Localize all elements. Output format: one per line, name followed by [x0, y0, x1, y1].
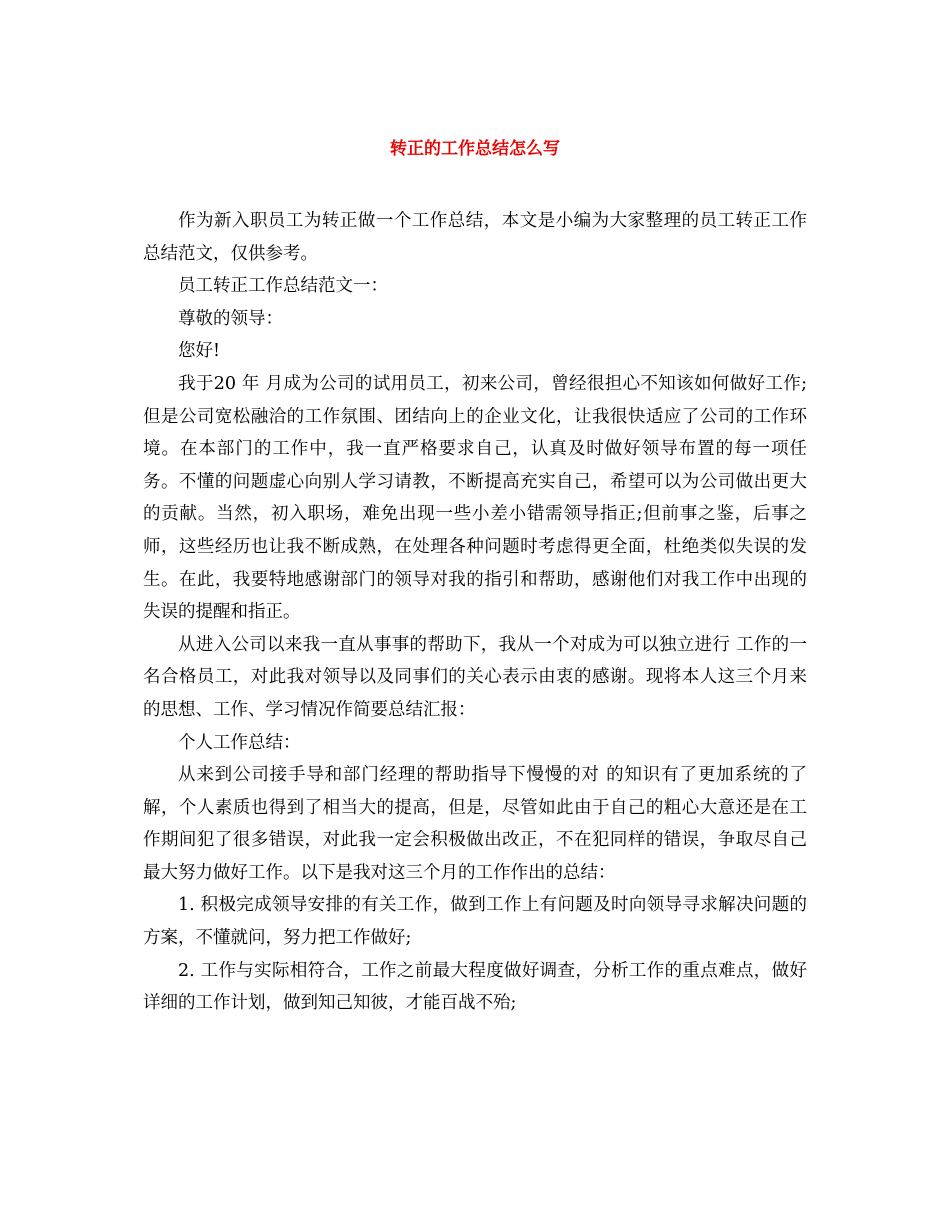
intro-paragraph: 作为新入职员工为转正做一个工作总结，本文是小编为大家整理的员工转正工作总结范文，仅供参考。 — [143, 211, 807, 264]
body-paragraph: 从来到公司接手导和部门经理的帮助指导下慢慢的对 的知识有了更加系统的了解，个人素质也得到了相当大的提高，但是，尽管如此由于自己的粗心大意还是在工作期间犯了很多错误，对此我一定会积极做出改正，不在犯同样的错误，争取尽自己最大努力做好工作。以下是我对这三个月的工作作出的总结： — [143, 765, 807, 883]
list-item: 1. 积极完成领导安排的有关工作，做到工作上有问题及时向领导寻求解决问题的方案，不懂就问，努力把工作做好; — [143, 895, 807, 949]
list-item: 2. 工作与实际相符合，工作之前最大程度做好调查，分析工作的重点难点，做好详细的工作计划，做到知己知彼，才能百战不殆; — [143, 960, 807, 1014]
sample-heading: 员工转正工作总结范文一： — [178, 276, 388, 297]
document-title: 转正的工作总结怎么写 — [390, 139, 560, 159]
salutation: 尊敬的领导： — [178, 308, 283, 329]
section-heading: 个人工作总结： — [178, 732, 301, 753]
greeting: 您好! — [178, 341, 221, 362]
document-body — [143, 205, 807, 1020]
body-paragraph: 我于20 年 月成为公司的试用员工，初来公司，曾经很担心不知该如何做好工作;但是公司宽松融洽的工作氛围、团结向上的企业文化，让我很快适应了公司的工作环境。在本部门的工作中，我一直严格要求自己，认真及时做好领导布置的每一项任务。不懂的问题虚心向别人学习请教，不断提高充实自己，希望可以为公司做出更大的贡献。当然，初入职场，难免出现一些小差小错需领导指正;但前事之鉴，后事之师，这些经历也让我不断成熟，在处理各种问题时考虑得更全面，杜绝类似失误的发生。在此，我要特地感谢部门的领导对我的指引和帮助，感谢他们对我工作中出现的失误的提醒和指正。 — [143, 373, 807, 623]
body-paragraph: 从进入公司以来我一直从事事的帮助下，我从一个对成为可以独立进行 工作的一名合格员工，对此我对领导以及同事们的关心表示由衷的感谢。现将本人这三个月来的思想、工作、学习情况作简要总结汇报： — [143, 634, 807, 720]
